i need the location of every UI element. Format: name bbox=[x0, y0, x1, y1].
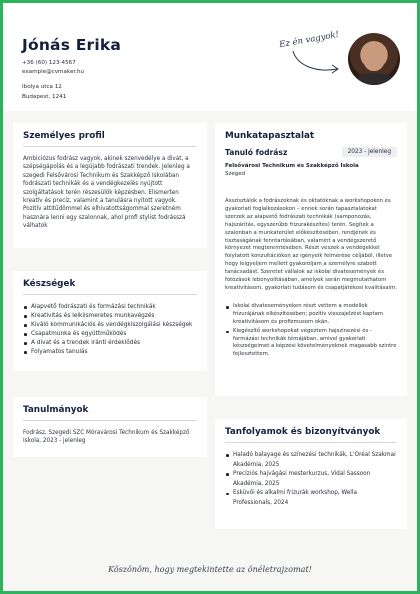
list-item: Kreativitás és lelkiismeretes munkavégzés bbox=[23, 312, 197, 321]
list-item: Precíziós hajvágási mesterkurzus, Vidal Sassoon Akadémia, 2025 bbox=[225, 470, 397, 489]
greeting-handwriting: Ez én vagyok! bbox=[278, 29, 340, 51]
section-divider bbox=[225, 442, 397, 443]
job-description: Asszisztálok a fodrászoknak és oktatóknak a workshopokon és gyakorlati foglalkozásokon – ennek során tapasztalatokat szerzek az alapvető fodrászati technikák (samponozás, hajszárítás, egyszerűbb frizurakészítés) terén. Segítek a szalonban a munkaterület előkészítésében, rendjének és tisztaságának fenntartásában, valamint a vendégszerető környezet megteremtésében. Részt veszek a vendégekkel folytatott konzultációkon az igényeik felmérése céljából, illetve hogy leigyeljem mellett gyakoroljam a személyre szabott tanácsadást. Szeretet vállalok az iskolai divatesemények és fotózások lebonyolításában, amelyek során megmutathatom kreativitásom, gyakorlati tudásom és csapatjátékosi kvalitásaim. bbox=[225, 198, 397, 291]
list-item: A divat és a trendek iránti érdeklődés bbox=[23, 339, 197, 348]
email-address: example@cvmaker.hu bbox=[22, 69, 85, 76]
address-street: Ibolya utca 12 bbox=[22, 84, 62, 91]
section-title: Munkatapasztalat bbox=[225, 131, 315, 141]
section-title: Tanulmányok bbox=[23, 405, 89, 415]
skills-section bbox=[13, 271, 207, 371]
job-title: Tanuló fodrász bbox=[225, 147, 288, 157]
list-item: Kiváló kommunikációs és vendégkiszolgálási készségek bbox=[23, 321, 197, 330]
section-title: Tanfolyamok és bizonyítványok bbox=[225, 427, 381, 437]
list-item: Kiegészítő workshopokat végeztem hajszínezési és -formázási technikák témájában, amivel gyakorlati készségeimet a képzési követelményeknek magasabb szintre fejlesztettem. bbox=[225, 328, 397, 360]
section-title: Személyes profil bbox=[23, 131, 105, 141]
experience-section bbox=[215, 123, 407, 396]
profile-photo bbox=[348, 33, 400, 85]
section-title: Készségek bbox=[23, 279, 76, 289]
education-section bbox=[13, 397, 207, 457]
list-item: Iskolai divateseményeken részt vettem a modellek frizurájának elkészítésében; pozitív visszajelzést kaptam kreativitásom és profizmusom okán. bbox=[225, 303, 397, 327]
section-divider bbox=[23, 420, 197, 421]
profile-section bbox=[13, 123, 207, 248]
employer-city: Szeged bbox=[225, 171, 246, 177]
courses-list bbox=[225, 451, 397, 509]
education-text: Fodrász, Szegedi SZC Móravárosi Technikum és Szakképző Iskola, 2023 - jelenleg bbox=[23, 430, 190, 445]
footer-thanks: Köszönöm, hogy megtekintette az önéletrajzomat! bbox=[108, 565, 312, 574]
list-item: Alapvető fodrászati és formázási technikák bbox=[23, 303, 197, 312]
contact-info bbox=[22, 59, 84, 102]
employer-name: Felsővárosi Technikum és Szakképző Iskola bbox=[225, 163, 359, 169]
job-date-badge: 2023 - jelenleg bbox=[342, 147, 397, 157]
section-divider bbox=[23, 294, 197, 295]
section-divider bbox=[23, 146, 197, 147]
curved-arrow-icon bbox=[291, 49, 343, 75]
profile-text: Ambiciózus fodrász vagyok, akinek szenvedélye a divat, a szépségápolás és a legújabb fodrászati trendek. Jelenleg a szegedi Felsővárosi Technikum és Szakképző Iskolában fodrászati technikák és a vendégkezelés nyújtott szolgáltatások terén részesülök képzésben. Elismerten kreatív és precíz, valamint a tanulásra nyitott vagyok. Pozitív attitűdömmel és elhivatottságommal szeretném hasznára lenni egy szalonnak, ahol profi stylist fodrásszá válhatok bbox=[23, 156, 190, 230]
candidate-name: Jónás Erika bbox=[22, 36, 122, 54]
list-item: Haladó balayage és színezési technikák, L’Oréal Szakmai Akadémia, 2025 bbox=[225, 451, 397, 470]
resume-body bbox=[3, 111, 417, 591]
achievements-list bbox=[225, 303, 397, 359]
resume-header bbox=[3, 3, 417, 111]
job-header bbox=[225, 147, 397, 157]
list-item: Csapatmunka és együttműködés bbox=[23, 330, 197, 339]
list-item: Esküvői és alkalmi frizurák workshop, Wella Professionals, 2024 bbox=[225, 489, 397, 508]
skills-list bbox=[23, 303, 197, 357]
courses-section bbox=[215, 419, 407, 529]
phone-number: +36 (60) 123-4567 bbox=[22, 60, 76, 66]
list-item: Folyamatos tanulás bbox=[23, 348, 197, 357]
address-city: Budapest, 1241 bbox=[22, 93, 67, 100]
